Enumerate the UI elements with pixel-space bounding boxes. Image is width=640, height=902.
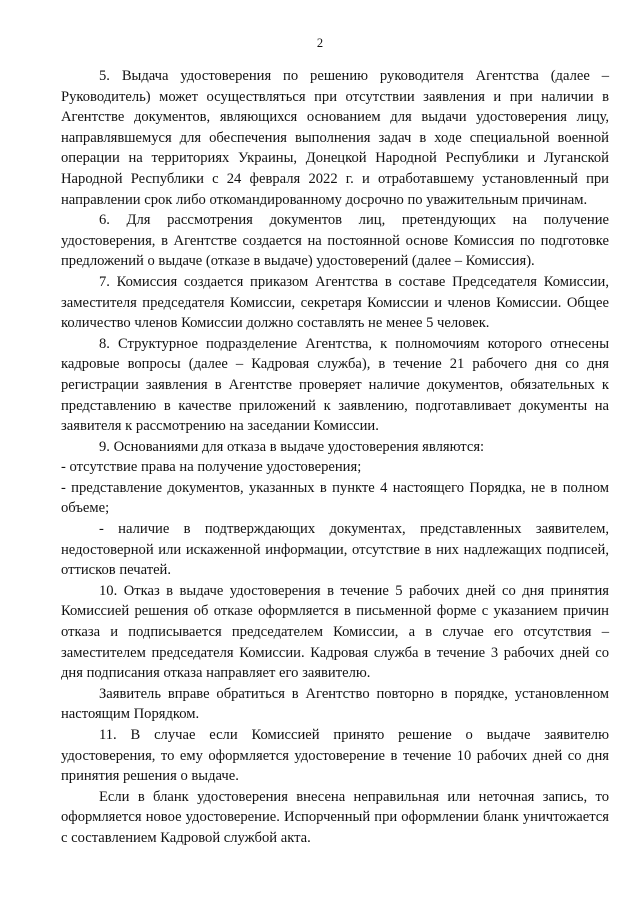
refusal-ground-1: - отсутствие права на получение удостоверения; <box>61 459 362 476</box>
paragraph-7: 7. Комиссия создается приказом Агентства в составе Председателя Комиссии, заместителя председателя Комиссии, секретаря Комиссии и членов Комиссии. Общее количество членов Комиссии должно составлять не менее 5 человек. <box>61 273 609 332</box>
paragraph-8: 8. Структурное подразделение Агентства, к полномочиям которого отнесены кадровые вопросы (далее – Кадровая служба), в течение 21 рабочего дня со дня регистрации заявления в Агентстве проверяет наличие документов, обязательных к представлению в качестве приложений к заявлению, подготавливает документы на заявителя к рассмотрению на заседании Комиссии. <box>61 335 609 435</box>
paragraph-10-addendum: Заявитель вправе обратиться в Агентство повторно в порядке, установленном настоящим Порядком. <box>61 685 609 723</box>
document-body <box>61 66 609 849</box>
paragraph-11-addendum: Если в бланк удостоверения внесена неправильная или неточная запись, то оформляется новое удостоверение. Испорченный при оформлении бланк уничтожается с составлением Кадровой службой акта. <box>61 788 609 846</box>
paragraph-6: 6. Для рассмотрения документов лиц, претендующих на получение удостоверения, в Агентстве создается на постоянной основе Комиссия по подготовке предложений о выдаче (отказе в выдаче) удостоверений (далее – Комиссия). <box>61 212 609 270</box>
refusal-ground-3: - наличие в подтверждающих документах, представленных заявителем, недостоверной или искаженной информации, отсутствие в них надлежащих подписей, оттисков печатей. <box>61 521 609 579</box>
paragraph-5: 5. Выдача удостоверения по решению руководителя Агентства (далее – Руководитель) может осуществляться при отсутствии заявления и при наличии в Агентстве документов, являющихся основанием для выдачи удостоверения лицу, направлявшемуся для обеспечения выполнения задач в ходе специальной военной операции на территориях Украины, Донецкой Народной Республики и Луганской Народной Республики с 24 февраля 2022 г. и отработавшему установленный при направлении срок либо откомандированному досрочно по уважительным причинам. <box>61 68 609 208</box>
paragraph-10: 10. Отказ в выдаче удостоверения в течение 5 рабочих дней со дня принятия Комиссией решения об отказе оформляется в письменной форме с указанием причин отказа и подписывается председателем Комиссии, а в случае его отсутствия – заместителем председателя Комиссии. Кадровая служба в течение 3 рабочих дней со дня подписания отказа направляет его заявителю. <box>61 582 609 682</box>
refusal-ground-2: - представление документов, указанных в пункте 4 настоящего Порядка, не в полном объеме; <box>61 479 609 517</box>
page-number: 2 <box>316 36 324 50</box>
paragraph-11: 11. В случае если Комиссией принято решение о выдаче заявителю удостоверения, то ему оформляется удостоверение в течение 10 рабочих дней со дня принятия решения о выдаче. <box>61 727 609 785</box>
paragraph-9: 9. Основаниями для отказа в выдаче удостоверения являются: <box>99 438 485 455</box>
